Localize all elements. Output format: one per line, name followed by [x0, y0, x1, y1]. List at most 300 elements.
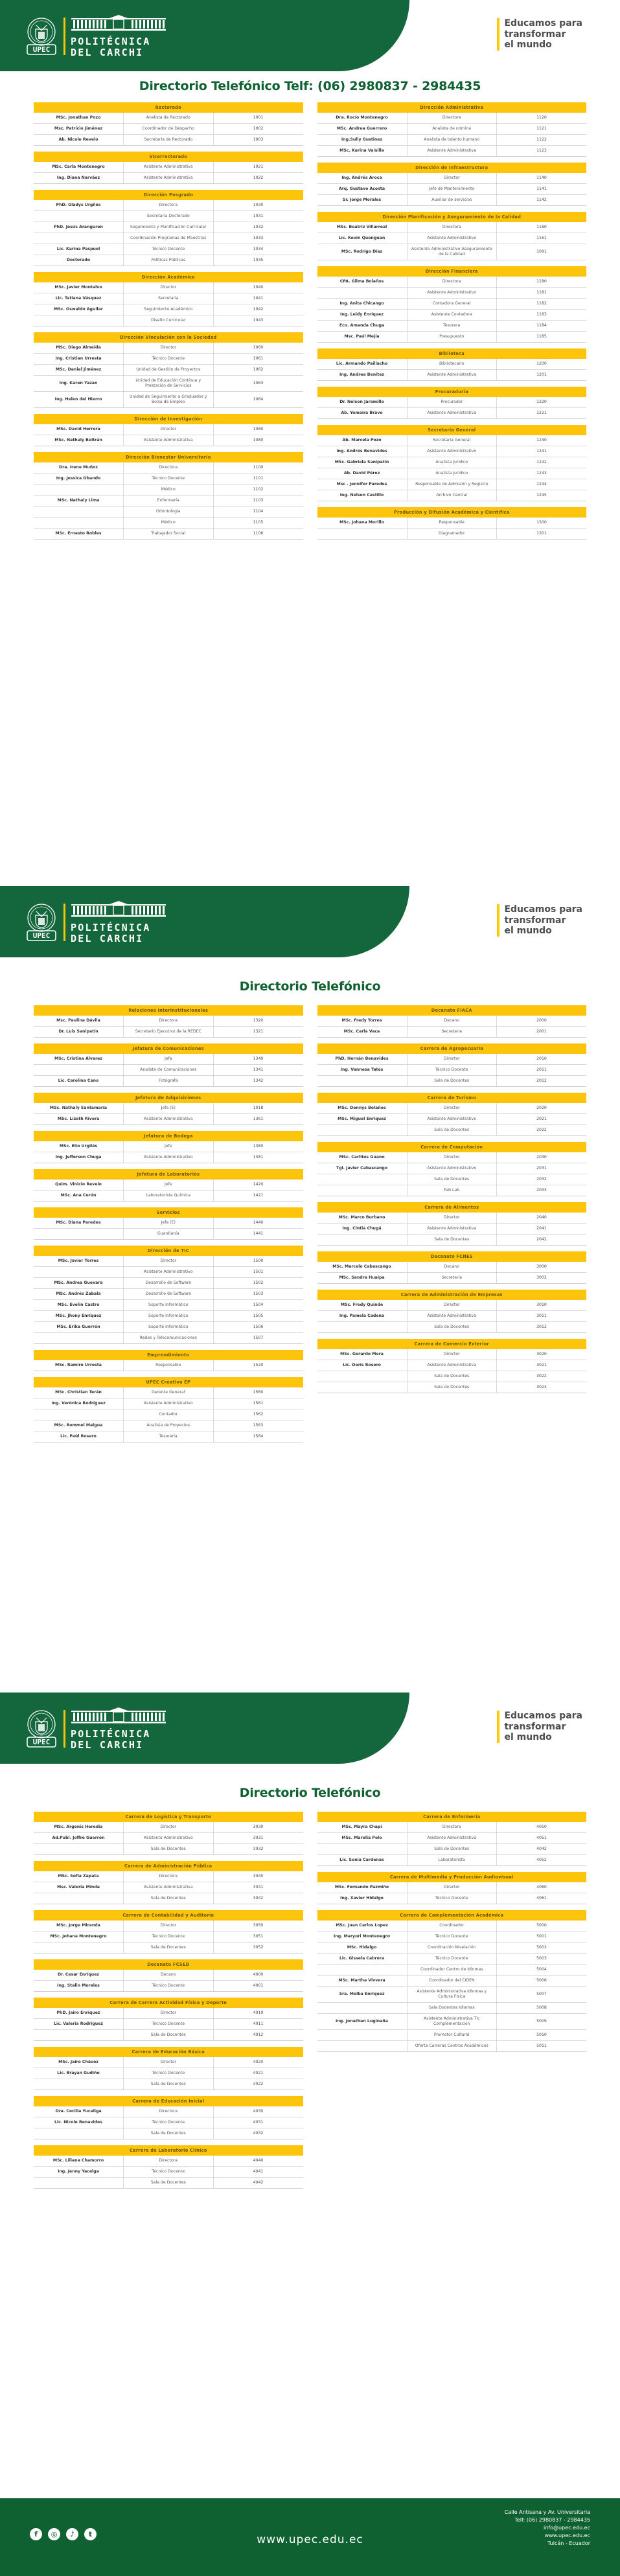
- table-row: [317, 1349, 587, 1360]
- directory-table: [317, 507, 587, 540]
- table-row: [34, 1300, 303, 1311]
- table-row: [317, 397, 587, 408]
- extension-number: 1001: [213, 113, 303, 124]
- table-row: [317, 1943, 587, 1954]
- tagline-line-3-p3: el mundo: [504, 1732, 552, 1742]
- person-name: MSc. Ana Cerón: [34, 1191, 124, 1202]
- tagline-3: [497, 1711, 582, 1743]
- person-role: Analista de Rectorado: [124, 113, 214, 124]
- table-row: [34, 1152, 303, 1163]
- extension-number: 1361: [213, 1114, 303, 1125]
- directory-table: [34, 152, 303, 184]
- person-name: Ing. Diana Narváez: [34, 173, 124, 184]
- extension-number: 2031: [497, 1163, 587, 1174]
- directory-table: [317, 102, 587, 157]
- extension-number: 1320: [213, 1016, 303, 1027]
- extension-number: 1040: [213, 282, 303, 293]
- person-role: Director: [407, 1213, 497, 1224]
- directory-table: [317, 348, 587, 381]
- extension-number: 1242: [497, 457, 587, 468]
- person-role: Asistente Administrativa: [407, 1311, 497, 1322]
- person-name: Lic. Brayan Gudiño: [34, 2068, 124, 2079]
- extension-number: 1241: [497, 446, 587, 457]
- extension-number: 4021: [213, 2068, 303, 2079]
- directory-table: [34, 102, 303, 146]
- extension-number: 3030: [213, 1822, 303, 1833]
- person-role: Coordinador de Despacho: [124, 124, 214, 135]
- table-row: [317, 1027, 587, 1038]
- twitter-icon[interactable]: t: [84, 2528, 97, 2540]
- person-role: Sala de Docentes: [124, 1943, 214, 1954]
- extension-number: 1440: [213, 1218, 303, 1229]
- extension-number: 3042: [213, 1893, 303, 1904]
- person-name: [34, 1893, 124, 1904]
- footer-address-line-4[interactable]: www.upec.edu.ec: [544, 2533, 590, 2538]
- person-role: Sala de Docentes: [407, 1125, 497, 1136]
- person-role: Enfermería: [124, 496, 214, 507]
- extension-number: 1243: [497, 468, 587, 479]
- person-role: Asistente Administrativo: [407, 1114, 497, 1125]
- table-row: [317, 1235, 587, 1246]
- person-role: Director: [124, 1256, 214, 1267]
- tagline-line-2-p3: transformar: [504, 1721, 566, 1732]
- person-name: MSc. Marco Burbano: [317, 1213, 408, 1224]
- person-role: Contador: [124, 1409, 214, 1420]
- person-role: Sala Docentes Idiomas: [407, 2003, 497, 2014]
- person-name: Msc . Jennifer Paredes: [317, 479, 408, 490]
- tagline-bar: [497, 18, 499, 51]
- person-name: MSc. Evelin Castro: [34, 1300, 124, 1311]
- person-name: MSc. Gerardo Mera: [317, 1349, 408, 1360]
- person-role: Asistente Administrativo Aseguramiento de la Calidad: [407, 244, 497, 260]
- person-role: Asistente Contadora: [407, 310, 497, 321]
- page-3: [0, 1693, 620, 2498]
- extension-number: 1123: [497, 146, 587, 157]
- person-name: MSc. Erika Guerrón: [34, 1322, 124, 1333]
- person-role: Directora: [407, 113, 497, 124]
- tagline-bar-3: [497, 1711, 499, 1743]
- person-name: Ing. Nelson Castillo: [317, 490, 408, 501]
- person-name: MSc. Fredy Torres: [317, 1016, 408, 1027]
- table-row: [34, 255, 303, 266]
- person-name: MSc. Carlitos Guano: [317, 1152, 408, 1163]
- person-role: Técnico Docente: [407, 1954, 497, 1965]
- person-name: MSc. Ramiro Urresta: [34, 1360, 124, 1371]
- person-role: Asistente Administrativa: [124, 162, 214, 173]
- person-name: MSc. Jhony Enríquez: [34, 1311, 124, 1322]
- person-name: MSc. Karina Vaisilla: [317, 146, 408, 157]
- table-row: [317, 1152, 587, 1163]
- table-row: [317, 1262, 587, 1273]
- table-row: [317, 288, 587, 299]
- table-row: [34, 1103, 303, 1114]
- person-name: PhD. Hernán Benavides: [317, 1054, 408, 1065]
- table-row: [317, 1076, 587, 1087]
- table-row: [34, 1333, 303, 1344]
- extension-number: 1042: [213, 304, 303, 315]
- upec-logo-2: [25, 900, 166, 944]
- person-role: Responsable: [407, 518, 497, 529]
- extension-number: 1381: [213, 1152, 303, 1163]
- table-row: [317, 1855, 587, 1866]
- section-header: Carrera de Educación Básica: [34, 2047, 303, 2057]
- extension-number: 1380: [213, 1141, 303, 1152]
- person-role: Director: [407, 1882, 497, 1893]
- person-role: Secretaría: [124, 293, 214, 304]
- person-role: Auxiliar de servicios: [407, 195, 497, 206]
- extension-number: 1420: [213, 1180, 303, 1191]
- person-name: [34, 518, 124, 529]
- directory-table: [34, 1350, 303, 1371]
- person-role: Secretaria Doctorado: [124, 211, 214, 222]
- table-row: [34, 424, 303, 435]
- table-row: [34, 304, 303, 315]
- table-row: [317, 173, 587, 184]
- extension-number: 1506: [213, 1322, 303, 1333]
- table-row: [34, 2008, 303, 2019]
- facebook-icon[interactable]: f: [30, 2528, 42, 2540]
- person-role: Asistente Administrativa Tic Complementación: [407, 2014, 497, 2030]
- person-name: MSc. Liliana Chamorro: [34, 2156, 124, 2167]
- person-role: Asistente Administrativo: [124, 1267, 214, 1278]
- extension-number: 4001: [213, 1981, 303, 1992]
- person-name: [317, 1185, 408, 1196]
- person-name: Ing. Jessica Obando: [34, 473, 124, 484]
- person-role: Jefe: [124, 1141, 214, 1152]
- table-row: [34, 1191, 303, 1202]
- extension-number: 4030: [213, 2106, 303, 2117]
- person-name: Doctorado: [34, 255, 124, 266]
- person-name: [317, 288, 408, 299]
- extension-number: 1421: [213, 1191, 303, 1202]
- directory-table: [317, 1202, 587, 1246]
- instagram-icon[interactable]: ◎: [48, 2528, 60, 2540]
- extension-number: 3031: [213, 1833, 303, 1844]
- section-header: UPEC Creativa EP: [34, 1377, 303, 1387]
- tagline-text: [504, 18, 582, 51]
- extension-number: 1121: [497, 124, 587, 135]
- table-row: [317, 184, 587, 195]
- person-role: Asistente Administrativa Idiomas y Cultura Física: [407, 1987, 497, 2003]
- person-role: Asistente Administrativa: [124, 1114, 214, 1125]
- table-row: [317, 1016, 587, 1027]
- logo-name-line2: DEL CARCHI: [71, 46, 144, 58]
- section-header: Dirección Académica: [34, 272, 303, 282]
- person-name: [34, 1333, 124, 1344]
- table-row: [317, 113, 587, 124]
- person-role: Asistente Administrativa: [407, 370, 497, 381]
- extension-number: 2022: [497, 1125, 587, 1136]
- person-role: Soporte Informático: [124, 1311, 214, 1322]
- table-row: [34, 1420, 303, 1431]
- table-row: [317, 1822, 587, 1833]
- person-name: Msc. Paulina Dávila: [34, 1016, 124, 1027]
- extension-number: 5010: [497, 2030, 587, 2041]
- extension-number: 4041: [213, 2167, 303, 2178]
- extension-number: 1507: [213, 1333, 303, 1344]
- logo-name-line1-p2: POLITÉCNICA: [71, 921, 151, 933]
- extension-number: 1502: [213, 1278, 303, 1289]
- table-row: [34, 244, 303, 255]
- logo-wordmark-3: [71, 1707, 166, 1751]
- person-role: Secretaria: [407, 1273, 497, 1284]
- extension-number: 2042: [497, 1235, 587, 1246]
- tagline-text-3: [504, 1711, 582, 1743]
- person-name: [34, 2079, 124, 2090]
- section-header: Secretaría General: [317, 425, 587, 435]
- table-row: [317, 1833, 587, 1844]
- tagline-line-3-p2: el mundo: [504, 926, 552, 936]
- section-header: Carrera de Educación Inicial: [34, 2096, 303, 2106]
- table-row: [34, 1398, 303, 1409]
- building-icon: [71, 15, 166, 32]
- table-row: [317, 1954, 587, 1965]
- person-role: Directora: [124, 1016, 214, 1027]
- table-row: [34, 124, 303, 135]
- extension-number: 1034: [213, 244, 303, 255]
- table-row: [34, 1229, 303, 1240]
- person-role: Directora: [124, 1871, 214, 1882]
- section-header: Carrera de Alimentos: [317, 1202, 587, 1213]
- tagline-text-2: [504, 904, 582, 937]
- person-role: Sala de Docentes: [124, 2030, 214, 2041]
- table-row: [34, 1054, 303, 1065]
- person-name: Lic. Karina Paspuel: [34, 244, 124, 255]
- table-row: [34, 2128, 303, 2139]
- extension-number: 4032: [213, 2128, 303, 2139]
- page-footer: [0, 2498, 620, 2576]
- table-row: [317, 1882, 587, 1893]
- table-row: [34, 1833, 303, 1844]
- table-row: [34, 2106, 303, 2117]
- extension-number: 1181: [497, 288, 587, 299]
- extension-number: 2012: [497, 1076, 587, 1087]
- extension-number: 1003: [213, 135, 303, 146]
- person-name: PhD. Jesús Aranguren: [34, 222, 124, 233]
- person-name: MSc. Daniel Jiménez: [34, 365, 124, 376]
- table-row: [317, 332, 587, 343]
- directory-table: [317, 1910, 587, 2052]
- person-name: MSc. Jairo Chávez: [34, 2057, 124, 2068]
- extension-number: 1200: [497, 359, 587, 370]
- person-name: MSc. Dennys Bolaños: [317, 1103, 408, 1114]
- table-row: [34, 162, 303, 173]
- extension-number: 1561: [213, 1398, 303, 1409]
- section-header: Vicerrectorado: [34, 152, 303, 162]
- person-name: MSc. Elio Urgilés: [34, 1141, 124, 1152]
- footer-address-line-3[interactable]: info@upec.edu.ec: [544, 2525, 590, 2531]
- person-name: Sr. Jorge Morales: [317, 195, 408, 206]
- person-name: MSc. Diego Almeida: [34, 343, 124, 354]
- person-name: [34, 1844, 124, 1855]
- person-role: Director: [407, 1054, 497, 1065]
- person-role: Soporte Informático: [124, 1300, 214, 1311]
- person-name: Ing. Stalin Morales: [34, 1981, 124, 1992]
- table-row: [317, 435, 587, 446]
- table-row: [34, 1893, 303, 1904]
- person-name: MSc. Javier Montalvo: [34, 282, 124, 293]
- person-name: PhD. Jairo Enríquez: [34, 2008, 124, 2019]
- person-role: Procurador: [407, 397, 497, 408]
- person-role: Director: [124, 2008, 214, 2019]
- page-1: [0, 0, 620, 886]
- footer-url[interactable]: www.upec.edu.ec: [257, 2533, 363, 2546]
- person-name: Ab. Yomaira Bravo: [317, 408, 408, 419]
- section-header: Emprendimiento: [34, 1350, 303, 1360]
- extension-number: 1180: [497, 277, 587, 288]
- table-row: [34, 135, 303, 146]
- person-name: Lic. Tatiana Vásquez: [34, 293, 124, 304]
- person-name: Lic. Nicole Benavides: [34, 2117, 124, 2128]
- extension-number: 1221: [497, 408, 587, 419]
- extension-number: 2033: [497, 1185, 587, 1196]
- person-name: Dra. Cecilia Yucaliga: [34, 2106, 124, 2117]
- table-row: [34, 529, 303, 540]
- person-role: Coordinador del CIDEN: [407, 1976, 497, 1987]
- upec-logo-3: [25, 1707, 166, 1751]
- extension-number: 1018: [213, 1103, 303, 1114]
- table-row: [34, 200, 303, 211]
- person-name: Lic. Gissela Cabrera: [317, 1954, 408, 1965]
- table-row: [34, 2068, 303, 2079]
- section-header: Jefatura de Adquisiciones: [34, 1093, 303, 1103]
- section-header: Servicios: [34, 1207, 303, 1218]
- extension-number: 1120: [497, 113, 587, 124]
- table-row: [34, 2117, 303, 2128]
- table-row: [317, 299, 587, 310]
- extension-number: 1103: [213, 496, 303, 507]
- table-row: [317, 2030, 587, 2041]
- table-row: [317, 1322, 587, 1333]
- logo-name-line1-p3: POLITÉCNICA: [71, 1727, 151, 1740]
- person-role: Jefe: [124, 1180, 214, 1191]
- person-name: [34, 2030, 124, 2041]
- person-name: [34, 1943, 124, 1954]
- table-row: [34, 233, 303, 244]
- extension-number: 1030: [213, 200, 303, 211]
- person-role: Responsable: [124, 1360, 214, 1371]
- person-role: Directora: [124, 200, 214, 211]
- person-name: [317, 2003, 408, 2014]
- person-role: Asistente Administrativo: [407, 446, 497, 457]
- table-row: [317, 2003, 587, 2014]
- page-title-2: Directorio Telefónico: [239, 979, 381, 994]
- page-title-1: Directorio Telefónico Telf: (06) 2980837 - 2984435: [139, 79, 481, 93]
- person-name: MSc. Nathaly Beltrán: [34, 435, 124, 446]
- tagline-bar-2: [497, 904, 499, 937]
- extension-number: 1240: [497, 435, 587, 446]
- person-role: Directora: [407, 222, 497, 233]
- extension-number: 3013: [497, 1322, 587, 1333]
- person-name: MSc. Hidalgo: [317, 1943, 408, 1954]
- directory-table: [34, 1246, 303, 1344]
- logo-name-line2-p2: DEL CARCHI: [71, 932, 144, 944]
- extension-number: 1185: [497, 332, 587, 343]
- person-name: Lic. Armando Paillacho: [317, 359, 408, 370]
- person-name: MSc. Martha Vivvera: [317, 1976, 408, 1987]
- logo-name-line1: POLITÉCNICA: [71, 35, 151, 47]
- person-role: Coordinador: [407, 1921, 497, 1932]
- building-icon-3: [71, 1707, 166, 1724]
- section-header: Carrera de Enfermería: [317, 1812, 587, 1822]
- extension-number: 2030: [497, 1152, 587, 1163]
- section-header: Carrera de Administración de Empresas: [317, 1290, 587, 1300]
- extension-number: 1321: [213, 1027, 303, 1038]
- section-header: Relaciones Interinstitucionales: [34, 1005, 303, 1016]
- page3-columns: [0, 1812, 620, 2194]
- person-name: [34, 484, 124, 496]
- person-role: Sala de Docentes: [124, 1893, 214, 1904]
- extension-number: 4042: [213, 2178, 303, 2189]
- person-name: MSc. Fredy Quinde: [317, 1300, 408, 1311]
- extension-number: 1101: [213, 473, 303, 484]
- person-role: Analista de nómina: [407, 124, 497, 135]
- person-role: Bibliotecario: [407, 359, 497, 370]
- section-header: Decanato FIACA: [317, 1005, 587, 1016]
- person-name: [317, 2030, 408, 2041]
- person-name: Ing. Pamela Cadena: [317, 1311, 408, 1322]
- table-row: [317, 124, 587, 135]
- extension-number: 4060: [497, 1882, 587, 1893]
- table-row: [317, 233, 587, 244]
- person-role: Coordinación Programas de Maestrías: [124, 233, 214, 244]
- person-role: Directora: [407, 277, 497, 288]
- table-row: [317, 135, 587, 146]
- person-role: Técnico Docente: [124, 244, 214, 255]
- person-role: Sala de Docentes: [124, 1844, 214, 1855]
- extension-number: 1060: [213, 343, 303, 354]
- person-name: [34, 507, 124, 518]
- table-row: [317, 2014, 587, 2030]
- extension-number: 3050: [213, 1921, 303, 1932]
- tiktok-icon[interactable]: ♪: [66, 2528, 78, 2540]
- person-name: Ing. Xavier Hidalgo: [317, 1893, 408, 1904]
- person-role: Asistente Administrativa: [407, 1224, 497, 1235]
- person-role: Sala de Docentes: [407, 1076, 497, 1087]
- directory-table: [317, 266, 587, 343]
- directory-table: [34, 1169, 303, 1202]
- extension-number: 1002: [213, 124, 303, 135]
- person-role: Sala de Docentes: [124, 2079, 214, 2090]
- table-row: [317, 1185, 587, 1196]
- person-name: MSc. Andrea Guerrero: [317, 124, 408, 135]
- svg-text:UPEC: UPEC: [32, 1738, 51, 1746]
- table-row: [317, 277, 587, 288]
- person-name: Lic. Carolina Cano: [34, 1076, 124, 1087]
- person-role: Contadora General: [407, 299, 497, 310]
- person-name: MSc. Marcelo Cabascango: [317, 1262, 408, 1273]
- extension-number: 1220: [497, 397, 587, 408]
- extension-number: 1063: [213, 376, 303, 392]
- person-role: Asistente Administrativo: [407, 1163, 497, 1174]
- directory-table: [34, 2047, 303, 2090]
- person-role: Analista de talento humano: [407, 135, 497, 146]
- section-header: Jefatura de Comunicaciones: [34, 1043, 303, 1054]
- table-row: [34, 376, 303, 392]
- extension-number: 2011: [497, 1065, 587, 1076]
- directory-table: [317, 1251, 587, 1284]
- table-row: [317, 468, 587, 479]
- person-name: MSc. Johana Montenegro: [34, 1932, 124, 1943]
- directory-table: [317, 1142, 587, 1196]
- person-name: [317, 1076, 408, 1087]
- person-name: MSc. Christian Terán: [34, 1387, 124, 1398]
- person-role: Tesorera: [407, 321, 497, 332]
- table-row: [34, 1822, 303, 1833]
- directory-table: [34, 272, 303, 326]
- table-row: [34, 1076, 303, 1087]
- person-name: MSc. Oswaldo Aguilar: [34, 304, 124, 315]
